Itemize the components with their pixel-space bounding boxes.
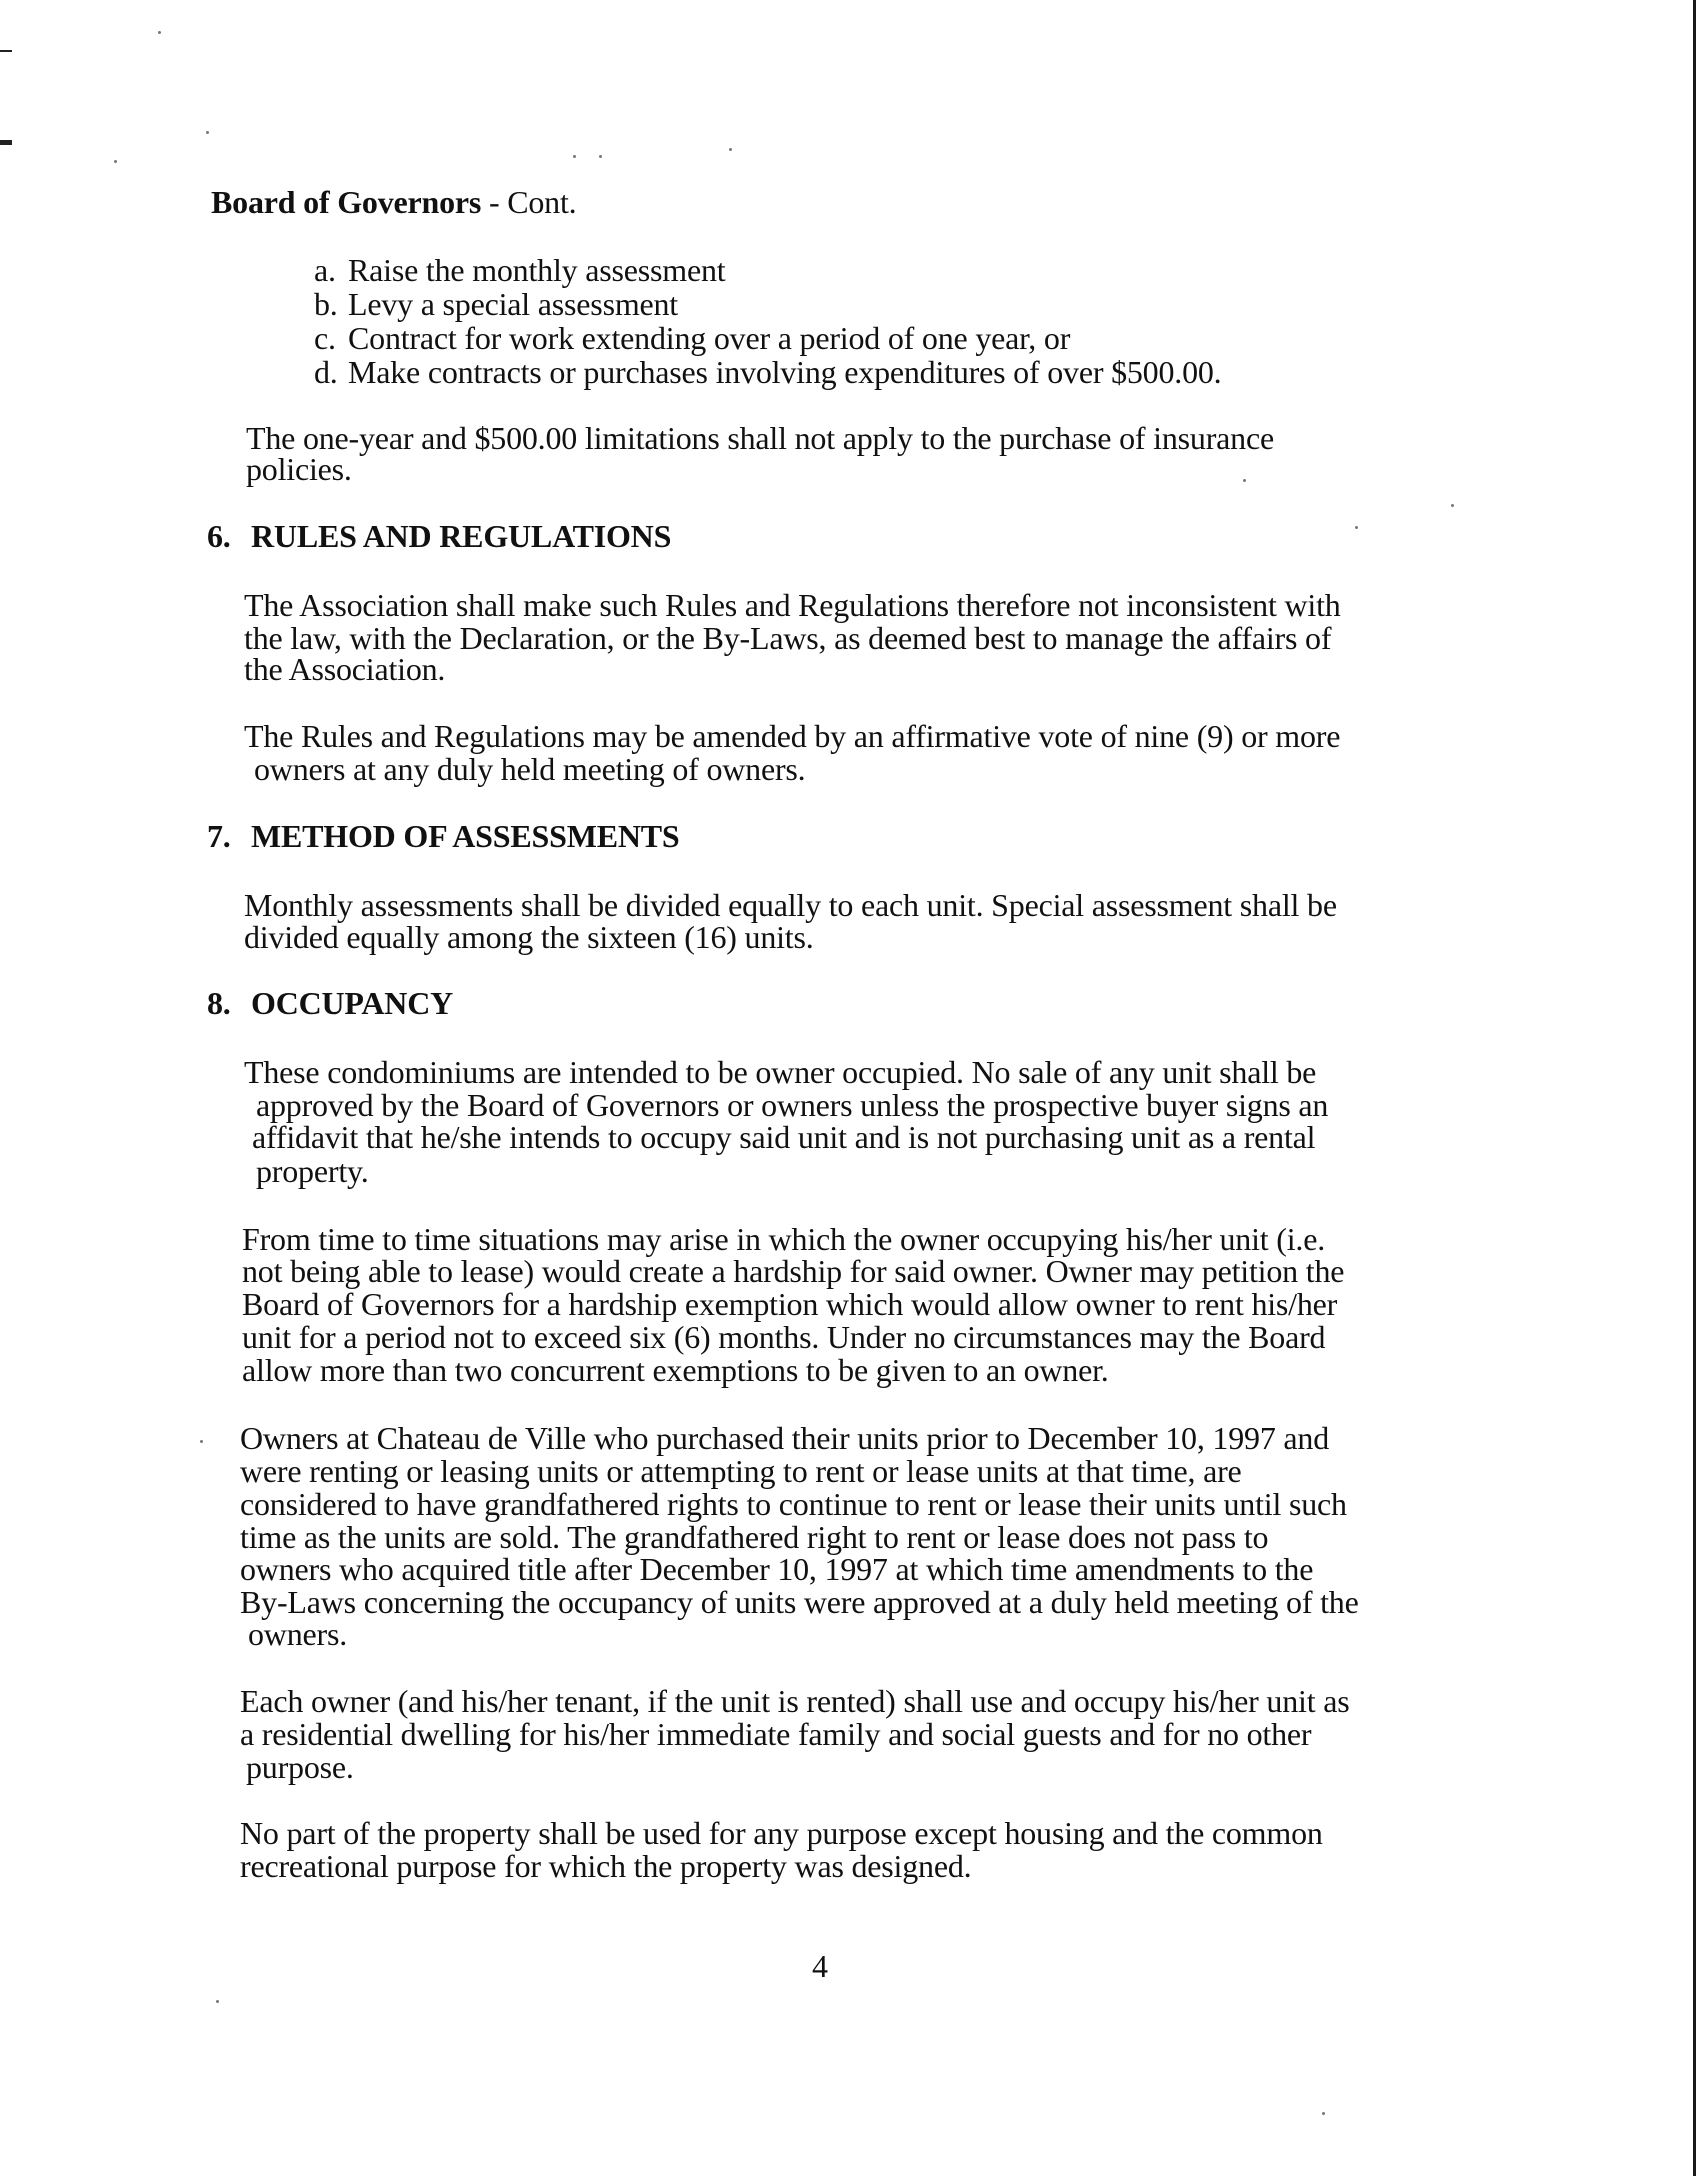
- scan-speck: [216, 2000, 219, 2003]
- paragraph-line: the Association.: [244, 651, 446, 687]
- paragraph-line: By-Laws concerning the occupancy of units were approved at a duly held meeting of the: [240, 1584, 1359, 1620]
- paragraph-line: unit for a period not to exceed six (6) months. Under no circumstances may the Board: [242, 1319, 1326, 1355]
- scan-left-mark: [0, 50, 12, 52]
- paragraph-line: a residential dwelling for his/her immediate family and social guests and for no other: [240, 1716, 1312, 1752]
- paragraph-line: Each owner (and his/her tenant, if the unit is rented) shall use and occupy his/her unit as: [240, 1683, 1350, 1719]
- paragraph-line: divided equally among the sixteen (16) units.: [244, 919, 814, 955]
- scan-left-mark: [0, 140, 12, 145]
- list-item: [314, 287, 678, 321]
- section-heading-assessments: [207, 819, 680, 853]
- paragraph-line: considered to have grandfathered rights to continue to rent or lease their units until such: [240, 1486, 1347, 1522]
- page-number: 4: [812, 1948, 828, 1984]
- scan-speck: [1355, 526, 1358, 529]
- list-item-text: Make contracts or purchases involving expenditures of over $500.00.: [348, 354, 1222, 390]
- section-title: OCCUPANCY: [251, 985, 454, 1021]
- section-header-suffix: - Cont.: [481, 184, 577, 220]
- paragraph-line: The Rules and Regulations may be amended by an affirmative vote of nine (9) or more: [244, 718, 1341, 754]
- section-heading-occupancy: [207, 986, 453, 1020]
- scan-speck: [573, 155, 576, 158]
- paragraph-line: not being able to lease) would create a hardship for said owner. Owner may petition the: [242, 1253, 1345, 1289]
- paragraph-line: owners at any duly held meeting of owners.: [254, 751, 806, 787]
- list-marker: c.: [314, 320, 336, 356]
- paragraph-line: affidavit that he/she intends to occupy said unit and is not purchasing unit as a rental: [252, 1119, 1316, 1155]
- paragraph-line: The one-year and $500.00 limitations shall not apply to the purchase of insurance: [246, 420, 1274, 456]
- paragraph-line: owners who acquired title after December 10, 1997 at which time amendments to the: [240, 1551, 1314, 1587]
- list-item: [314, 321, 1070, 355]
- paragraph-line: From time to time situations may arise in which the owner occupying his/her unit (i.e.: [242, 1221, 1326, 1257]
- paragraph-line: No part of the property shall be used for any purpose except housing and the common: [240, 1815, 1323, 1851]
- paragraph-line: owners.: [248, 1616, 348, 1652]
- section-number: 6.: [207, 518, 231, 554]
- section-header-title: Board of Governors: [211, 184, 482, 220]
- paragraph-line: were renting or leasing units or attempting to rent or lease units at that time, are: [240, 1453, 1242, 1489]
- scan-speck: [1451, 504, 1454, 507]
- paragraph-line: These condominiums are intended to be owner occupied. No sale of any unit shall be: [244, 1054, 1317, 1090]
- paragraph-line: allow more than two concurrent exemptions to be given to an owner.: [242, 1352, 1109, 1388]
- scan-speck: [200, 1440, 203, 1443]
- paragraph-line: Board of Governors for a hardship exemption which would allow owner to rent his/her: [242, 1286, 1338, 1322]
- list-item-text: Levy a special assessment: [348, 286, 679, 322]
- list-marker: b.: [314, 286, 338, 322]
- list-item: [314, 355, 1221, 389]
- paragraph-line: property.: [256, 1153, 369, 1189]
- section-title: METHOD OF ASSESSMENTS: [251, 818, 680, 854]
- scan-speck: [158, 31, 161, 34]
- scan-speck: [599, 155, 602, 158]
- section-title: RULES AND REGULATIONS: [251, 518, 672, 554]
- paragraph-line: policies.: [246, 451, 352, 487]
- scan-speck: [206, 131, 209, 134]
- scan-speck: [1322, 2112, 1325, 2115]
- paragraph-line: recreational purpose for which the property was designed.: [240, 1848, 972, 1884]
- section-number: 7.: [207, 818, 231, 854]
- list-item: [314, 253, 725, 287]
- scan-speck: [729, 148, 732, 151]
- list-item-text: Raise the monthly assessment: [348, 252, 726, 288]
- list-marker: d.: [314, 354, 338, 390]
- section-header: [211, 185, 576, 219]
- paragraph-line: the law, with the Declaration, or the By-Laws, as deemed best to manage the affairs of: [244, 620, 1332, 656]
- paragraph-line: time as the units are sold. The grandfathered right to rent or lease does not pass to: [240, 1519, 1269, 1555]
- list-item-text: Contract for work extending over a period of one year, or: [348, 320, 1071, 356]
- scan-speck: [1243, 479, 1246, 482]
- section-number: 8.: [207, 985, 231, 1021]
- paragraph-line: approved by the Board of Governors or owners unless the prospective buyer signs an: [256, 1087, 1329, 1123]
- paragraph-line: purpose.: [246, 1749, 354, 1785]
- paragraph-line: Owners at Chateau de Ville who purchased their units prior to December 10, 1997 and: [240, 1420, 1330, 1456]
- list-marker: a.: [314, 252, 336, 288]
- paragraph-line: Monthly assessments shall be divided equally to each unit. Special assessment shall be: [244, 887, 1337, 923]
- paragraph-line: The Association shall make such Rules and Regulations therefore not inconsistent with: [244, 587, 1341, 623]
- section-heading-rules: [207, 519, 671, 553]
- scan-speck: [114, 160, 117, 163]
